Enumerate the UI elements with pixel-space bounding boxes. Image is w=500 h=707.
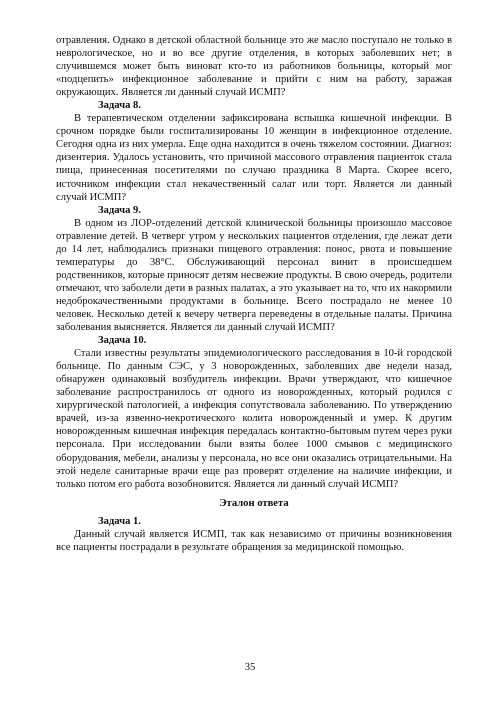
task-paragraph: В одном из ЛОР-отделений детской клинической больницы произошло массовое отравление детей. В четверг утром у нескольких пациентов отделения, где лежат дети до 14 лет, наблюдались признаки пищевого отравления: понос, рвота и повышение температуры до 38°С. Обслуживающий персонал винит в происшедшем родственников, которые приносят детям несвежие продукты. В свою очередь, родители отмечают, что заболели дети в разных палатах, а это указывает на то, что их накормили недоброкачественными продуктами в больнице. Всего пострадало не менее 10 человек. Несколько детей к вечеру четверга переведены в отдельные палаты. Причина заболевания выясняется. Является ли данный случай ИСМП?	[56, 217, 452, 334]
body-text	[56, 34, 452, 554]
answer-paragraph: Данный случай является ИСМП, так как независимо от причины возникновения все пациенты пострадали в результате обращения за медицинской помощью.	[56, 528, 452, 553]
task-paragraph: В терапевтическом отделении зафиксирована вспышка кишечной инфекции. В срочном порядке были госпитализированы 10 женщин в инфекционное отделение. Сегодня одна из них умерла. Еще одна находится в очень тяжелом состоянии. Диагноз: дизентерия. Удалось установить, что причиной массового отравления пациенток стала пища, принесенная посетителями по случаю праздника 8 Марта. Скорее всего, источником инфекции стал некачественный салат или торт. Является ли данный случай ИСМП?	[56, 113, 452, 203]
paragraph-continuation: отравления. Однако в детской областной больнице это же масло поступало не только в неврологическое, но и во все другие отделения, в которых заболевших нет; в случившемся может быть виноват кто-то из работников больницы, который мог «подцепить» инфекционное заболевание и прийти с ним на работу, заражая окружающих. Является ли данный случай ИСМП?	[56, 35, 452, 99]
task-heading: Задача 8.	[98, 100, 141, 112]
page-number: 35	[244, 662, 256, 673]
task-heading: Задача 10.	[98, 335, 147, 347]
task-heading: Задача 9.	[98, 204, 141, 216]
task-heading: Задача 1.	[98, 515, 141, 527]
answer-key-heading: Эталон ответа	[219, 497, 289, 509]
task-paragraph: Стали известны результаты эпидемиологического расследования в 10-й городской больнице. По данным СЭС, у 3 новорожденных, заболевших две недели назад, обнаружен одинаковый возбудитель инфекции. Врачи утверждают, что кишечное заболевание распространилось от одного из новорожденных, который родился с хирургической патологией, а инфекция сопутствовала заболеванию. По утверждению врачей, из-за язвенно-некротического колита новорожденный и умер. К другим новорожденным кишечная инфекция передалась контактно-бытовым путем через руки персонала. При исследовании были взяты более 1000 смывов с медицинского оборудования, мебели, анализы у персонала, но все они оказались отрицательными. На этой неделе санитарные врачи еще раз проверят отделение на наличие инфекции, и только потом его работа возобновится. Является ли данный случай ИСМП?	[56, 348, 452, 490]
